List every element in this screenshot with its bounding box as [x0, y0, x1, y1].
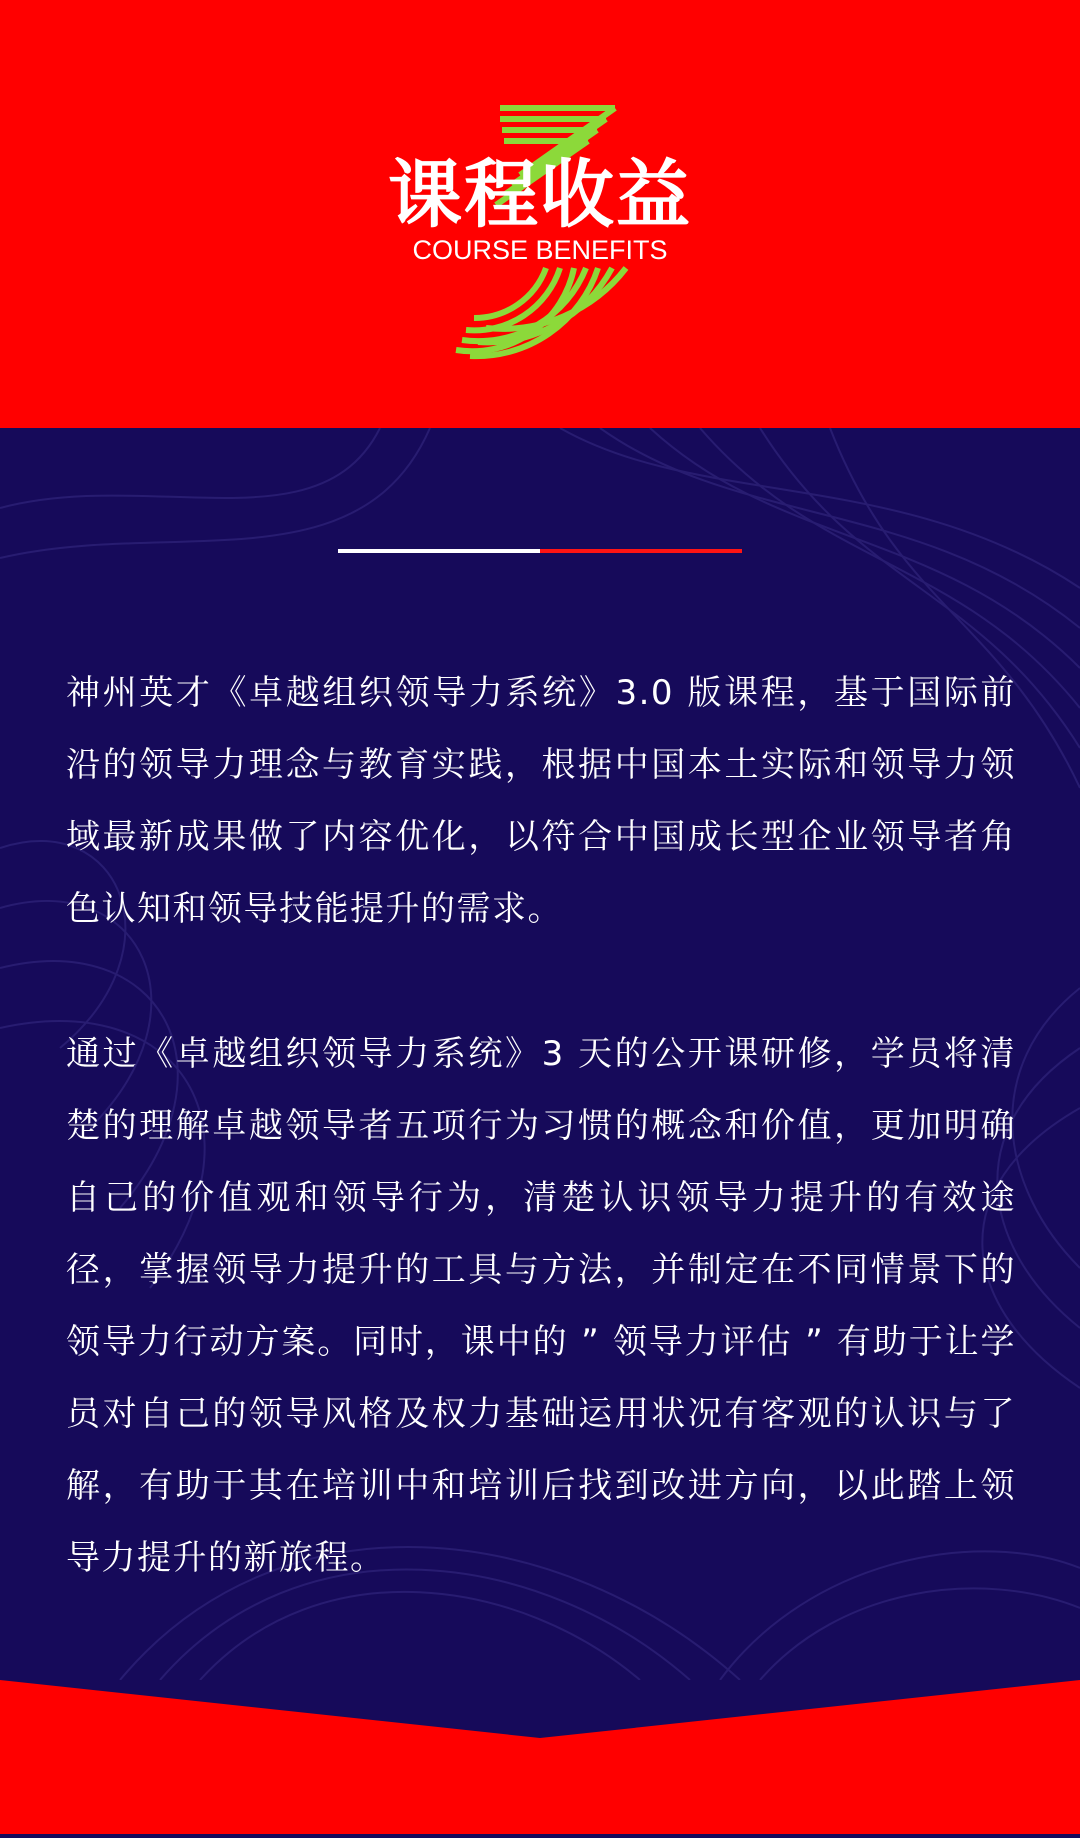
footer-banner: [0, 1680, 1080, 1834]
course-benefits-logo: [0, 0, 1080, 428]
footer-chevron-shape: [0, 1680, 1080, 1834]
divider-white-segment: [338, 549, 540, 553]
section-subtitle: COURSE BENEFITS: [412, 235, 668, 265]
divider-red-segment: [540, 549, 742, 553]
intro-paragraph: 神州英才《卓越组织领导力系统》3.0 版课程，基于国际前沿的领导力理念与教育实践，根据中国本土实际和领导力领域最新成果做了内容优化，以符合中国成长型企业领导者角色认知和领导技能提升的需求。: [66, 673, 1016, 929]
section-divider: [338, 549, 742, 553]
benefits-paragraph: 通过《卓越组织领导力系统》3 天的公开课研修，学员将清楚的理解卓越领导者五项行为习惯的概念和价值，更加明确自己的价值观和领导行为，清楚认识领导力提升的有效途径，掌握领导力提升的工具与方法，并制定在不同情景下的领导力行动方案。同时，课中的 ” 领导力评估 ” 有助于让学员对自己的领导风格及权力基础运用状况有客观的认识与了解，有助于其在培训中和培训后找到改进方向，以此踏上领导力提升的新旅程。: [66, 1034, 1016, 1578]
section-title: 课程收益: [388, 152, 692, 238]
